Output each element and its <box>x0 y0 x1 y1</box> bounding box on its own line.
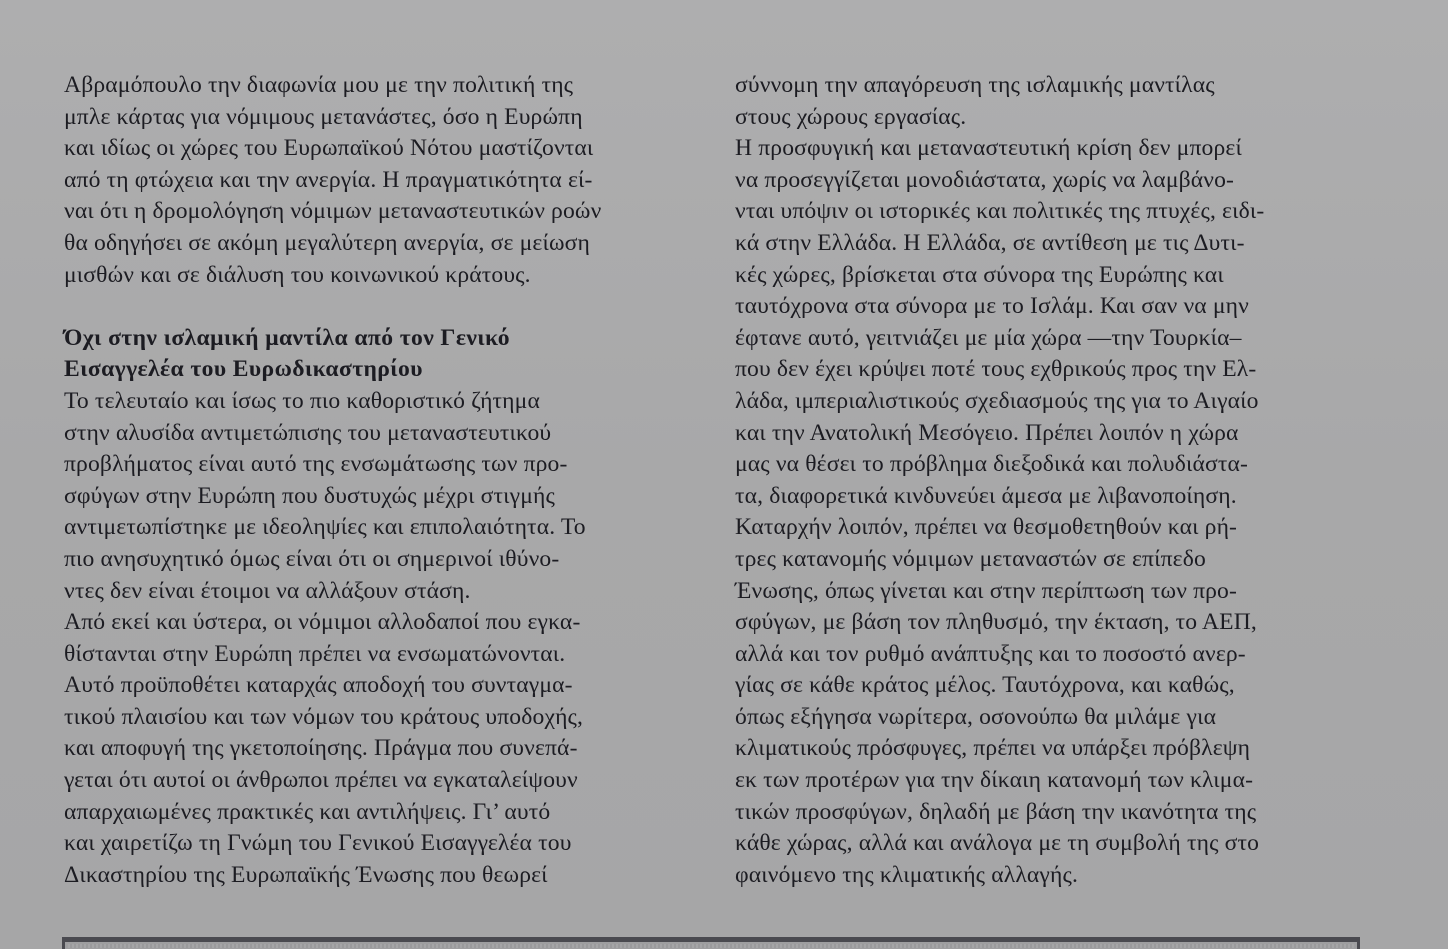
text-line: τικού πλαισίου και των νόμων του κράτους υποδοχής, <box>64 703 584 730</box>
text-line: σύννομη την απαγόρευση της ισλαμικής μαντίλας <box>735 72 1215 98</box>
text-line: από τη φτώχεια και την ανεργία. Η πραγματικότητα εί- <box>64 166 593 193</box>
text-line: Από εκεί και ύστερα, οι νόμιμοι αλλοδαποί που εγκα- <box>64 609 581 636</box>
text-line: αλλά και τον ρυθμό ανάπτυξης και το ποσοστό ανερ- <box>735 640 1246 667</box>
text-line: Αυτό προϋποθέτει καταρχάς αποδοχή του συνταγμα- <box>64 672 573 699</box>
heading-line: Εισαγγελέα του Ευρωδικαστηρίου <box>64 356 423 383</box>
text-line: Καταρχήν λοιπόν, πρέπει να θεσμοθετηθούν και ρή- <box>735 514 1238 541</box>
text-line: σφύγων, με βάση τον πληθυσμό, την έκταση, το ΑΕΠ, <box>735 609 1257 636</box>
text-line: Το τελευταίο και ίσως το πιο καθοριστικό ζήτημα <box>64 387 540 414</box>
paragraph-gap <box>64 291 704 323</box>
paragraph-headscarf-continued <box>735 70 1375 133</box>
text-line: γίας σε κάθε κράτος μέλος. Ταυτόχρονα, και καθώς, <box>735 672 1235 699</box>
text-line: κάθε χώρας, αλλά και ανάλογα με τη συμβολή της στο <box>735 830 1260 857</box>
text-line: κές χώρες, βρίσκεται στα σύνορα της Ευρώπης και <box>735 261 1224 288</box>
text-line: τρες κατανομής νόμιμων μεταναστών σε επίπεδο <box>735 545 1206 572</box>
text-line: Δικαστηρίου της Ευρωπαϊκής Ένωσης που θεωρεί <box>64 861 548 888</box>
text-line: κά στην Ελλάδα. Η Ελλάδα, σε αντίθεση με τις Δυτι- <box>735 229 1245 256</box>
text-line: θα οδηγήσει σε ακόμη μεγαλύτερη ανεργία, σε μείωση <box>64 229 590 256</box>
text-line: θίστανται στην Ευρώπη πρέπει να ενσωματώνονται. <box>64 640 566 667</box>
left-column <box>64 70 704 891</box>
text-line: και ιδίως οι χώρες του Ευρωπαϊκού Νότου μαστίζονται <box>64 135 594 162</box>
text-line: εκ των προτέρων για την δίκαιη κατανομή των κλιμα- <box>735 767 1254 794</box>
text-line: νται υπόψιν οι ιστορικές και πολιτικές της πτυχές, ειδι- <box>735 198 1265 225</box>
text-line: φαινόμενο της κλιματικής αλλαγής. <box>735 861 1079 888</box>
text-line: Ένωσης, όπως γίνεται και στην περίπτωση των προ- <box>735 577 1238 604</box>
text-line: και την Ανατολική Μεσόγειο. Πρέπει λοιπόν η χώρα <box>735 419 1239 446</box>
text-line: όπως εξήγησα νωρίτερα, οσονούπω θα μιλάμε για <box>735 703 1217 730</box>
paragraph-intro <box>64 70 704 291</box>
text-line: Η προσφυγική και μεταναστευτική κρίση δεν μπορεί <box>735 135 1242 162</box>
text-line: τικών προσφύγων, δηλαδή με βάση την ικανότητα της <box>735 798 1257 825</box>
heading-line: Όχι στην ισλαμική μαντίλα από τον Γενικό <box>64 324 510 351</box>
paragraph-refugee-crisis <box>735 133 1375 512</box>
paragraph-legal-immigrants <box>64 607 704 891</box>
paragraph-integration <box>64 386 704 607</box>
text-line: στους χώρους εργασίας. <box>735 103 967 130</box>
text-line: σφύγων στην Ευρώπη που δυστυχώς μέχρι στιγμής <box>64 482 555 509</box>
text-line: και αποφυγή της γκετοποίησης. Πράγμα που συνεπά- <box>64 735 578 762</box>
text-line: λάδα, ιμπεριαλιστικούς σχεδιασμούς της για το Αιγαίο <box>735 387 1259 414</box>
text-line: που δεν έχει κρύψει ποτέ τους εχθρικούς προς την Ελ- <box>735 356 1257 383</box>
text-line: να προσεγγίζεται μονοδιάστατα, χωρίς να λαμβάνο- <box>735 166 1235 193</box>
text-line: γεται ότι αυτοί οι άνθρωποι πρέπει να εγκαταλείψουν <box>64 767 578 794</box>
text-line: ταυτόχρονα στα σύνορα με το Ισλάμ. Και σαν να μην <box>735 293 1249 320</box>
bottom-frame-texture <box>68 944 1354 948</box>
text-line: μας να θέσει το πρόβλημα διεξοδικά και πολυδιάστα- <box>735 451 1249 478</box>
text-line: πιο ανησυχητικό όμως είναι ότι οι σημερινοί ιθύνο- <box>64 545 560 572</box>
text-line: στην αλυσίδα αντιμετώπισης του μεταναστευτικού <box>64 419 552 446</box>
text-line: μισθών και σε διάλυση του κοινωνικού κράτους. <box>64 261 531 288</box>
text-line: έφτανε αυτό, γειτνιάζει με μία χώρα —την Τουρκία– <box>735 324 1242 351</box>
section-heading <box>64 323 704 386</box>
text-line: αντιμετωπίστηκε με ιδεοληψίες και επιπολαιότητα. Το <box>64 514 586 541</box>
text-line: τα, διαφορετικά κινδυνεύει άμεσα με λιβανοποίηση. <box>735 482 1237 509</box>
text-line: μπλε κάρτας για νόμιμους μετανάστες, όσο η Ευρώπη <box>64 103 583 130</box>
text-line: και χαιρετίζω τη Γνώμη του Γενικού Εισαγγελέα του <box>64 830 572 857</box>
text-line: απαρχαιωμένες πρακτικές και αντιλήψεις. Γι’ αυτό <box>64 798 551 825</box>
text-line: προβλήματος είναι αυτό της ενσωμάτωσης των προ- <box>64 451 568 478</box>
right-column <box>735 70 1375 891</box>
text-line: ντες δεν είναι έτοιμοι να αλλάξουν στάση. <box>64 577 471 604</box>
paragraph-distribution-clauses <box>735 512 1375 891</box>
bottom-frame-border <box>62 937 1360 949</box>
text-line: Αβραμόπουλο την διαφωνία μου με την πολιτική της <box>64 72 574 98</box>
text-line: ναι ότι η δρομολόγηση νόμιμων μεταναστευτικών ροών <box>64 198 602 225</box>
text-line: κλιματικούς πρόσφυγες, πρέπει να υπάρξει πρόβλεψη <box>735 735 1251 762</box>
